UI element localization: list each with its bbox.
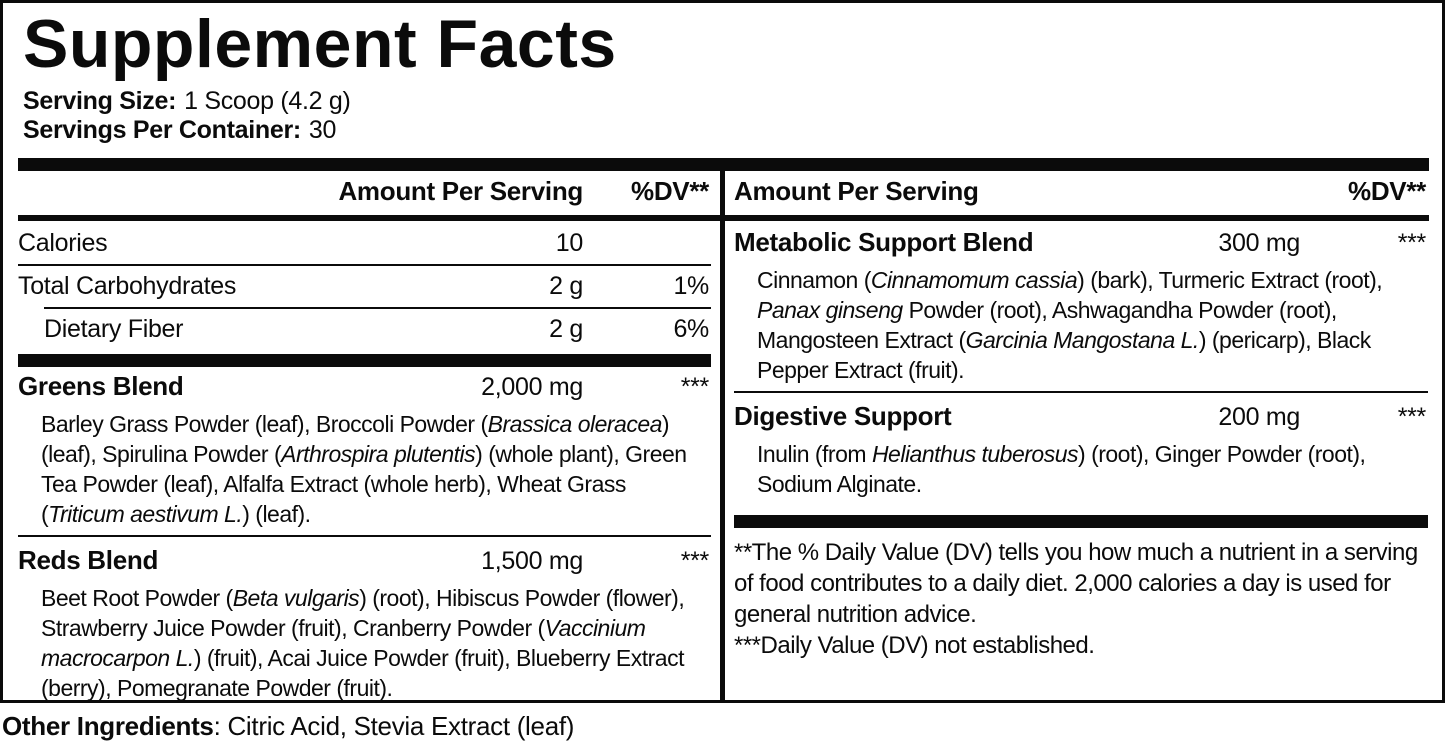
label-title: Supplement Facts <box>23 6 617 82</box>
blend-row-greens <box>18 367 711 406</box>
other-ingredients-label: Other Ingredients <box>2 711 214 741</box>
right-dv-header: %DV** <box>1348 176 1426 206</box>
blend-row-reds <box>18 541 711 580</box>
greens-section-bar <box>18 354 711 367</box>
serving-size-line <box>23 87 351 116</box>
header-gap <box>734 215 1428 223</box>
blend-name: Reds Blend <box>18 545 159 575</box>
blend-dv: *** <box>680 373 709 401</box>
servings-per-container-label: Servings Per Container: <box>23 116 301 144</box>
servings-per-container-value: 30 <box>308 116 337 144</box>
blend-amount: 2,000 mg <box>481 373 583 401</box>
reds-blend-ingredients: Beet Root Powder (Beta vulgaris) (root), Hibiscus Powder (flower), Strawberry Juice Powder (fruit), Cranberry Powder (Vaccinium macrocarpon L.) (fruit), Acai Juice Powder (fruit), Blueberry Extract (berry), Pomegranate Powder (fruit). <box>41 585 685 701</box>
blend-amount: 200 mg <box>1218 403 1300 431</box>
blend-amount: 300 mg <box>1218 229 1300 257</box>
blend-amount: 1,500 mg <box>481 547 583 575</box>
right-column-header <box>734 170 1428 215</box>
blend-row-metabolic-support <box>734 223 1428 262</box>
left-column <box>18 170 711 703</box>
column-divider <box>720 158 725 700</box>
blend-dv: *** <box>680 547 709 575</box>
other-ingredients-line <box>2 711 574 742</box>
blend-dv: *** <box>1397 229 1426 257</box>
blend-row-digestive-support <box>734 397 1428 436</box>
right-amount-per-serving-header: Amount Per Serving <box>734 176 979 206</box>
nutrient-amount: 2 g <box>549 315 583 343</box>
nutrient-row-calories <box>18 223 711 264</box>
footnote-section-bar <box>734 515 1428 528</box>
left-column-header <box>18 170 711 215</box>
nutrient-amount: 10 <box>555 229 583 257</box>
nutrient-name: Calories <box>18 229 108 257</box>
blend-separator <box>734 391 1428 393</box>
greens-blend-ingredients: Barley Grass Powder (leaf), Broccoli Powder (Brassica oleracea) (leaf), Spirulina Powder (Arthrospira plutentis) (whole plant), Green Tea Powder (leaf), Alfalfa Extract (whole herb), Wheat Grass (Triticum aestivum L.) (leaf). <box>41 411 687 527</box>
blend-dv: *** <box>1397 403 1426 431</box>
digestive-support-ingredients: Inulin (from Helianthus tuberosus) (root), Ginger Powder (root), Sodium Alginate. <box>757 441 1366 497</box>
nutrient-dv: 1% <box>673 272 709 300</box>
right-column <box>734 170 1428 703</box>
nutrient-dv: 6% <box>673 315 709 343</box>
nutrient-row-total-carbohydrates <box>18 266 711 307</box>
nutrient-name: Total Carbohydrates <box>18 272 237 300</box>
header-gap <box>18 215 711 223</box>
serving-size-value: 1 Scoop (4.2 g) <box>184 87 351 115</box>
other-ingredients-value: : Citric Acid, Stevia Extract (leaf) <box>213 711 575 741</box>
blend-name: Greens Blend <box>18 371 184 401</box>
blend-name: Metabolic Support Blend <box>734 227 1034 257</box>
nutrient-amount: 2 g <box>549 272 583 300</box>
left-dv-header: %DV** <box>631 176 709 206</box>
nutrient-row-dietary-fiber <box>18 309 711 350</box>
blend-separator <box>18 535 711 537</box>
footnote-daily-value: **The % Daily Value (DV) tells you how much a nutrient in a serving of food contributes to a daily diet. 2,000 calories a day is used for general nutrition advice. <box>734 539 1418 628</box>
left-amount-per-serving-header: Amount Per Serving <box>338 176 583 206</box>
servings-per-container-line <box>23 116 336 145</box>
footnote-not-established: ***Daily Value (DV) not established. <box>734 632 1095 659</box>
blend-name: Digestive Support <box>734 401 952 431</box>
nutrient-name: Dietary Fiber <box>44 315 184 343</box>
serving-size-label: Serving Size: <box>23 87 177 115</box>
metabolic-support-ingredients: Cinnamon (Cinnamomum cassia) (bark), Turmeric Extract (root), Panax ginseng Powder (root), Ashwagandha Powder (root), Mangosteen Extract (Garcinia Mangostana L.) (pericarp), Black Pepper Extract (fruit). <box>757 267 1383 383</box>
